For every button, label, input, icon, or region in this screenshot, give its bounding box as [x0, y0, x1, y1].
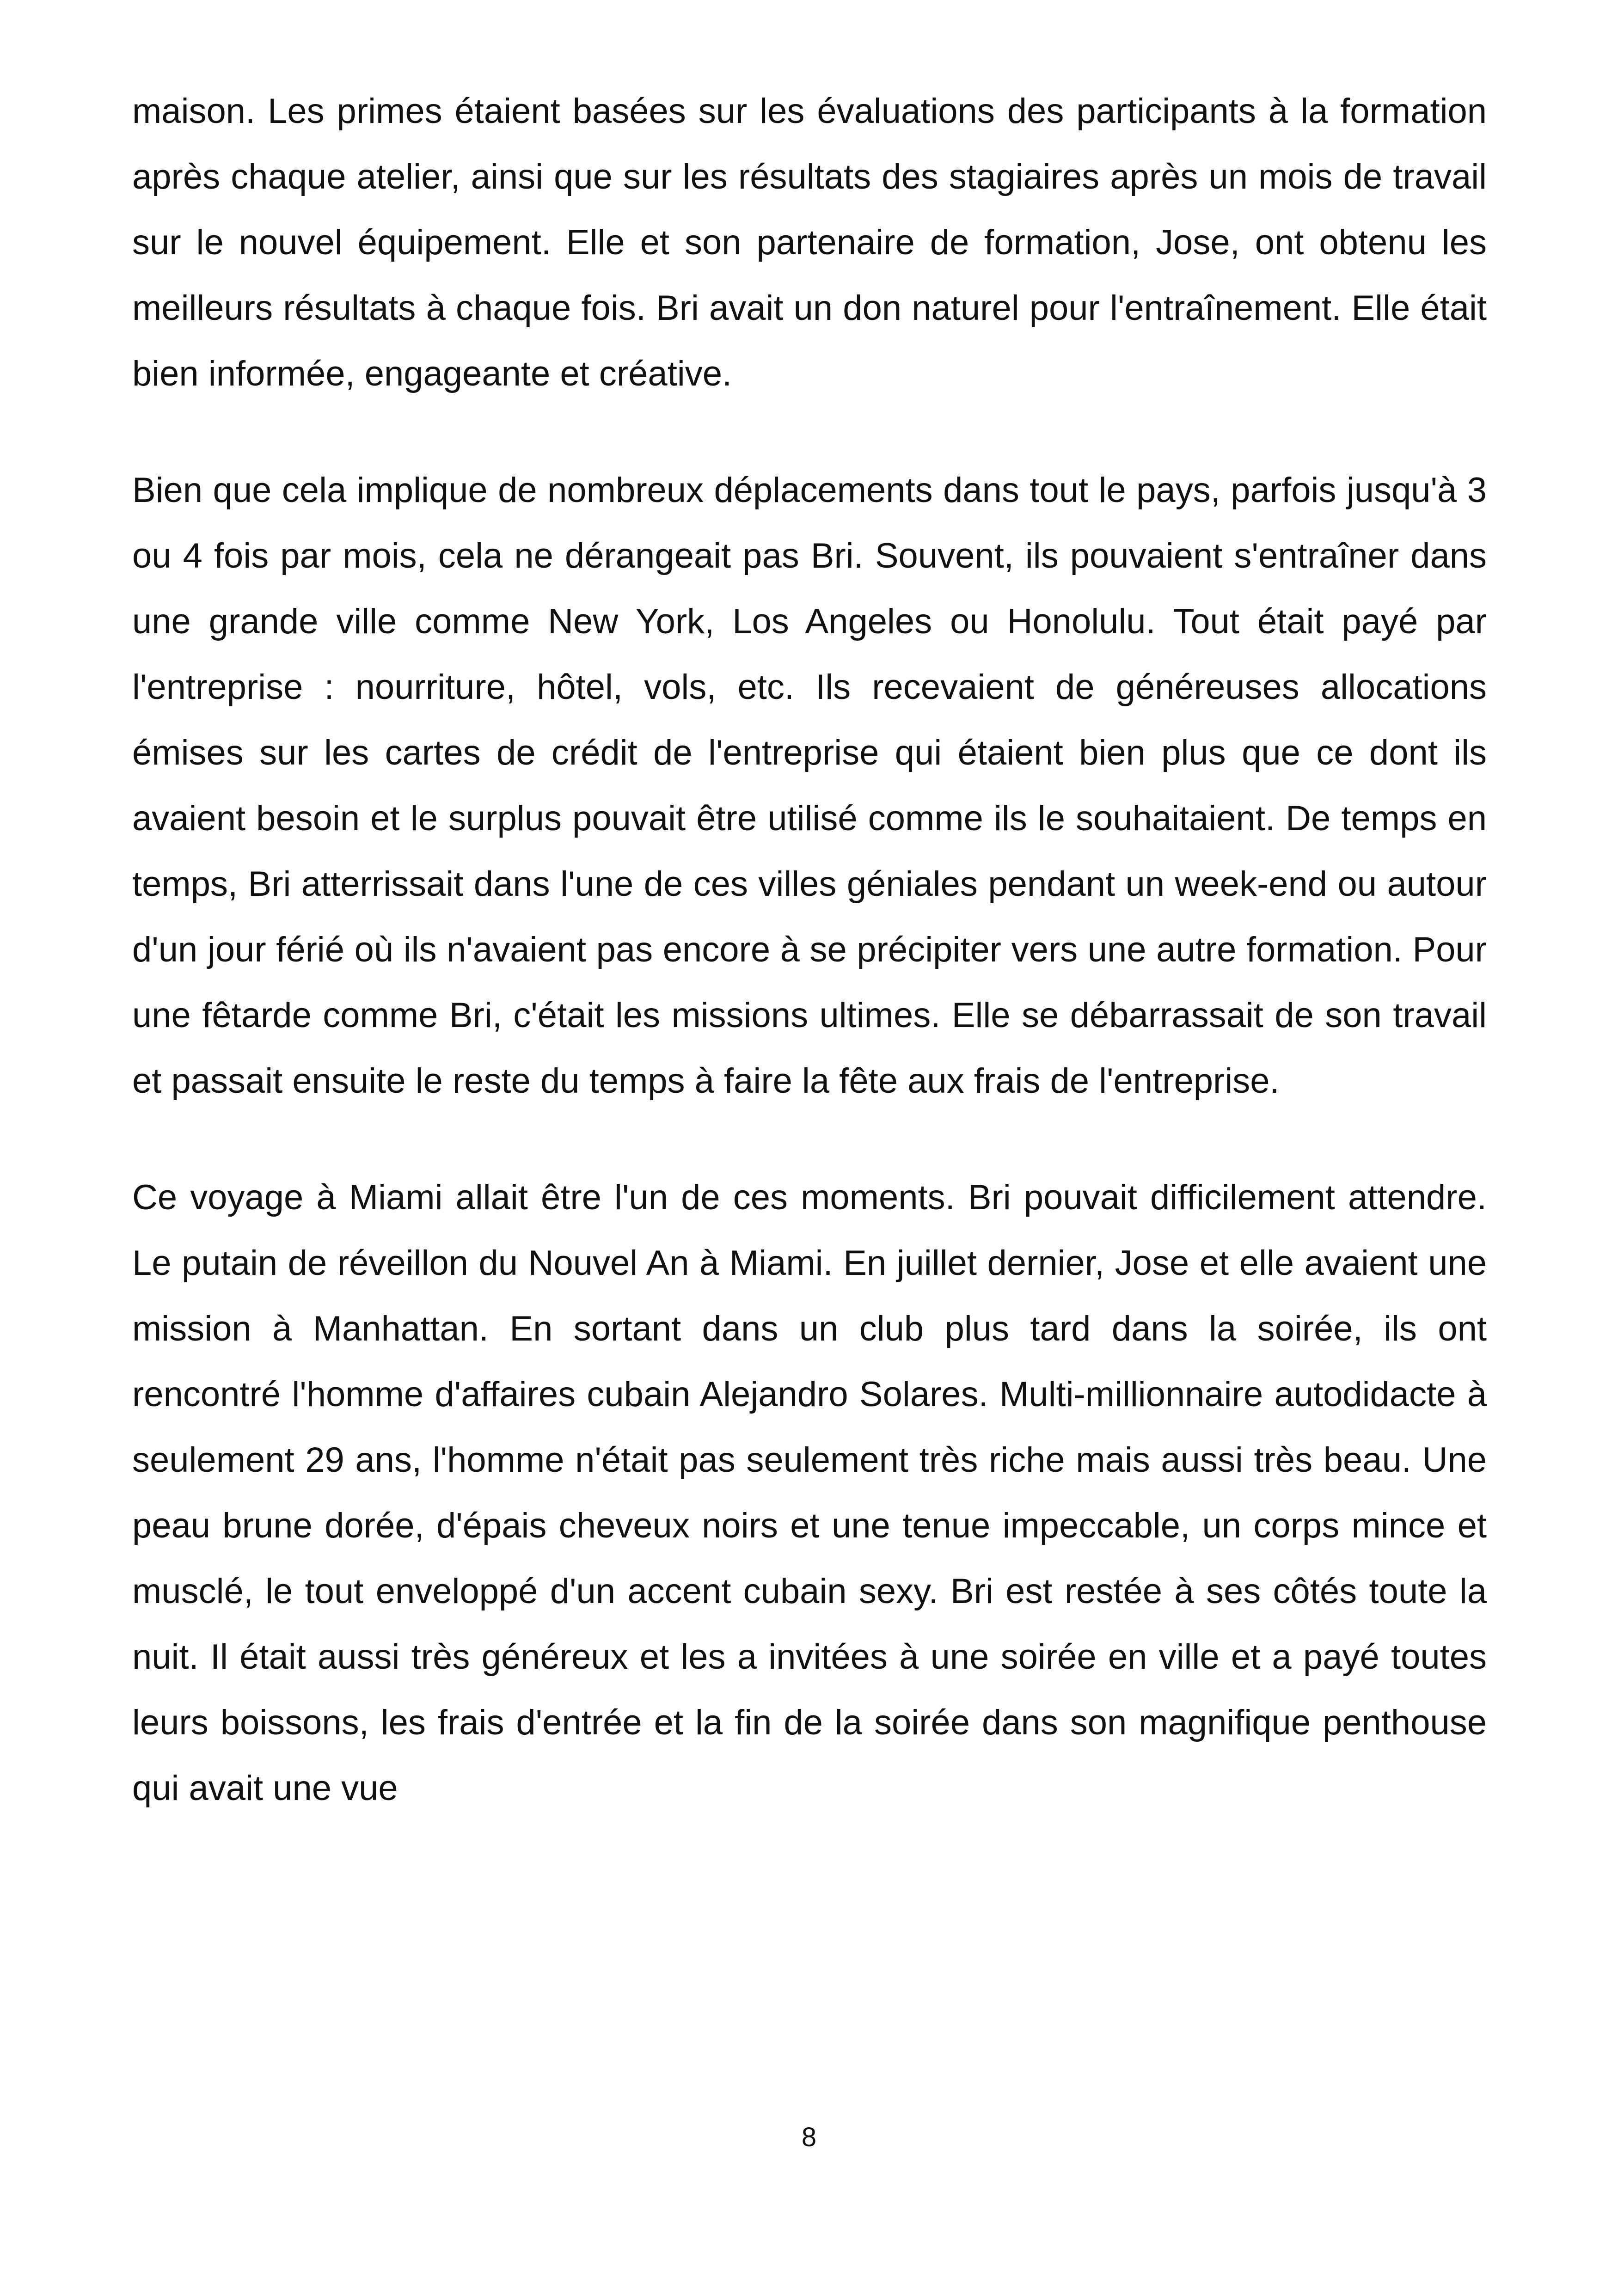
paragraph-3: Ce voyage à Miami allait être l'un de ces moments. Bri pouvait difficilement attendre. Le putain de réveillon du Nouvel An à Miami. En juillet dernier, Jose et elle avaient une mission à Manhattan. En sortant dans un club plus tard dans la soirée, ils ont rencontré l'homme d'affaires cubain Alejandro Solares. Multi-millionnaire autodidacte à seulement 29 ans, l'homme n'était pas seulement très riche mais aussi très beau. Une peau brune dorée, d'épais cheveux noirs et une tenue impeccable, un corps mince et musclé, le tout enveloppé d'un accent cubain sexy. Bri est restée à ses côtés toute la nuit. Il était aussi très généreux et les a invitées à une soirée en ville et a payé toutes leurs boissons, les frais d'entrée et la fin de la soirée dans son magnifique penthouse qui avait une vue: [132, 1178, 1487, 1808]
paragraph-1: maison. Les primes étaient basées sur les évaluations des participants à la formation après chaque atelier, ainsi que sur les résultats des stagiaires après un mois de travail sur le nouvel équipement. Elle et son partenaire de formation, Jose, ont obtenu les meilleurs résultats à chaque fois. Bri avait un don naturel pour l'entraînement. Elle était bien informée, engageante et créative.: [132, 92, 1487, 393]
paragraph-2: Bien que cela implique de nombreux déplacements dans tout le pays, parfois jusqu'à 3 ou 4 fois par mois, cela ne dérangeait pas Bri. Souvent, ils pouvaient s'entraîner dans une grande ville comme New York, Los Angeles ou Honolulu. Tout était payé par l'entreprise : nourriture, hôtel, vols, etc. Ils recevaient de généreuses allocations émises sur les cartes de crédit de l'entreprise qui étaient bien plus que ce dont ils avaient besoin et le surplus pouvait être utilisé comme ils le souhaitaient. De temps en temps, Bri atterrissait dans l'une de ces villes géniales pendant un week-end ou autour d'un jour férié où ils n'avaient pas encore à se précipiter vers une autre formation. Pour une fêtarde comme Bri, c'était les missions ultimes. Elle se débarrassait de son travail et passait ensuite le reste du temps à faire la fête aux frais de l'entreprise.: [132, 471, 1487, 1101]
body-text: [132, 79, 1487, 1872]
page-number: 8: [801, 2122, 817, 2152]
